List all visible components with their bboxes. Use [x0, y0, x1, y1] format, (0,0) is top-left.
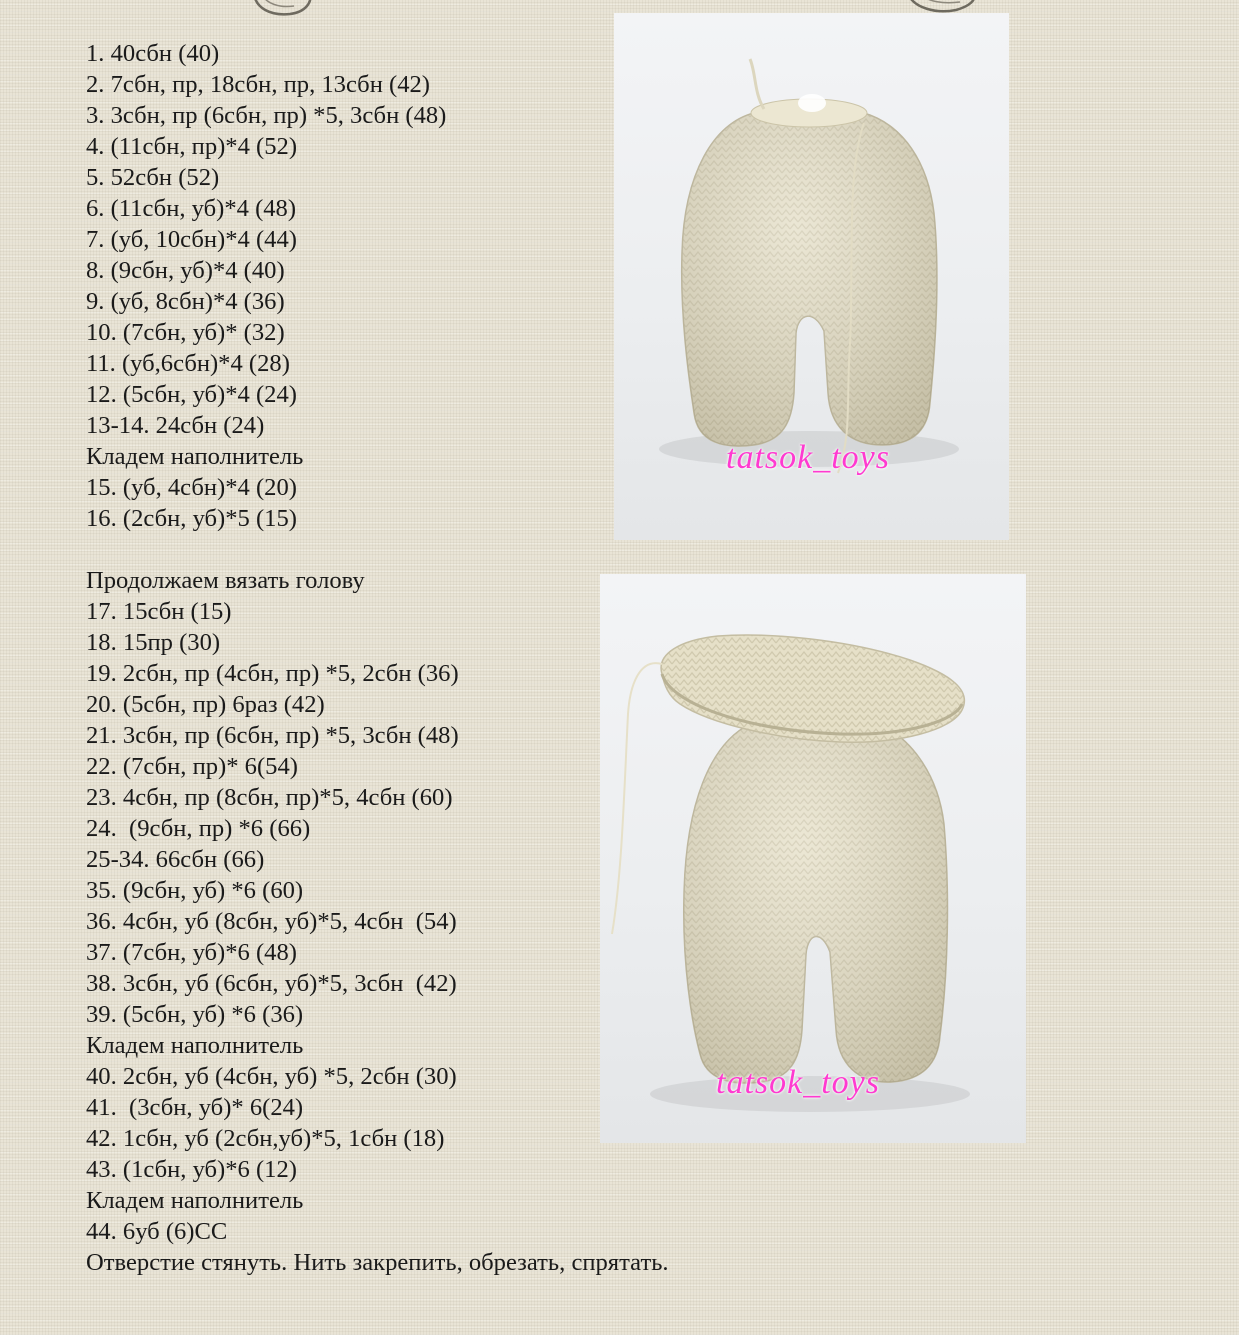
instruction-line: 36. 4сбн, уб (8сбн, уб)*5, 4сбн (54) [86, 908, 457, 935]
instruction-line: 20. (5сбн, пр) 6раз (42) [86, 691, 325, 718]
decorative-swirl-left [250, 0, 320, 20]
instruction-line: 9. (уб, 8сбн)*4 (36) [86, 288, 285, 315]
instruction-line: 12. (5сбн, уб)*4 (24) [86, 381, 297, 408]
instruction-line: 7. (уб, 10сбн)*4 (44) [86, 226, 297, 253]
instruction-line: 17. 15сбн (15) [86, 598, 232, 625]
photo-head-crochet [600, 574, 1026, 1143]
watermark-text: tatsok_toys [726, 439, 890, 476]
instruction-line: 39. (5сбн, уб) *6 (36) [86, 1001, 304, 1028]
crochet-head-illustration [600, 574, 1026, 1143]
instruction-line: 19. 2сбн, пр (4сбн, пр) *5, 2сбн (36) [86, 660, 459, 687]
instruction-line: 13-14. 24сбн (24) [86, 412, 265, 439]
instruction-line: 42. 1сбн, уб (2сбн,уб)*5, 1сбн (18) [86, 1125, 445, 1152]
instruction-line: 16. (2сбн, уб)*5 (15) [86, 505, 297, 532]
instruction-line: 23. 4сбн, пр (8сбн, пр)*5, 4сбн (60) [86, 784, 453, 811]
instruction-line: 11. (уб,6сбн)*4 (28) [86, 350, 290, 377]
instruction-line: 2. 7сбн, пр, 18сбн, пр, 13сбн (42) [86, 71, 430, 98]
instruction-line: 40. 2сбн, уб (4сбн, уб) *5, 2сбн (30) [86, 1063, 457, 1090]
instruction-line: 38. 3сбн, уб (6сбн, уб)*5, 3сбн (42) [86, 970, 457, 997]
instruction-line: 5. 52сбн (52) [86, 164, 220, 191]
instruction-line: 37. (7сбн, уб)*6 (48) [86, 939, 297, 966]
instruction-line: 8. (9сбн, уб)*4 (40) [86, 257, 285, 284]
instruction-line: 3. 3сбн, пр (6сбн, пр) *5, 3сбн (48) [86, 102, 447, 129]
instruction-line: 15. (уб, 4сбн)*4 (20) [86, 474, 297, 501]
instruction-line: 41. (3сбн, уб)* 6(24) [86, 1094, 304, 1121]
instruction-line: 6. (11сбн, уб)*4 (48) [86, 195, 297, 222]
instruction-line: 18. 15пр (30) [86, 629, 221, 656]
instruction-line: 1. 40сбн (40) [86, 40, 220, 67]
instruction-line: 4. (11сбн, пр)*4 (52) [86, 133, 298, 160]
instruction-line: 44. 6уб (6)СС [86, 1218, 228, 1245]
instruction-line: Кладем наполнитель [86, 1187, 304, 1214]
instruction-line: 10. (7сбн, уб)* (32) [86, 319, 285, 346]
instruction-line: 25-34. 66сбн (66) [86, 846, 265, 873]
photo-body-crochet [614, 13, 1009, 540]
instruction-line: 43. (1сбн, уб)*6 (12) [86, 1156, 297, 1183]
blank-line [86, 534, 669, 565]
instruction-line: Отверстие стянуть. Нить закрепить, обрезать, спрятать. [86, 1249, 669, 1276]
crochet-pattern-instructions [86, 38, 669, 1278]
instruction-line: 24. (9сбн, пр) *6 (66) [86, 815, 311, 842]
watermark-text: tatsok_toys [716, 1064, 880, 1101]
instruction-line: 21. 3сбн, пр (6сбн, пр) *5, 3сбн (48) [86, 722, 459, 749]
instruction-line: 22. (7сбн, пр)* 6(54) [86, 753, 298, 780]
instruction-line: 35. (9сбн, уб) *6 (60) [86, 877, 304, 904]
instruction-line: Продолжаем вязать голову [86, 567, 365, 594]
instruction-line: Кладем наполнитель [86, 1032, 304, 1059]
instruction-line: Кладем наполнитель [86, 443, 304, 470]
